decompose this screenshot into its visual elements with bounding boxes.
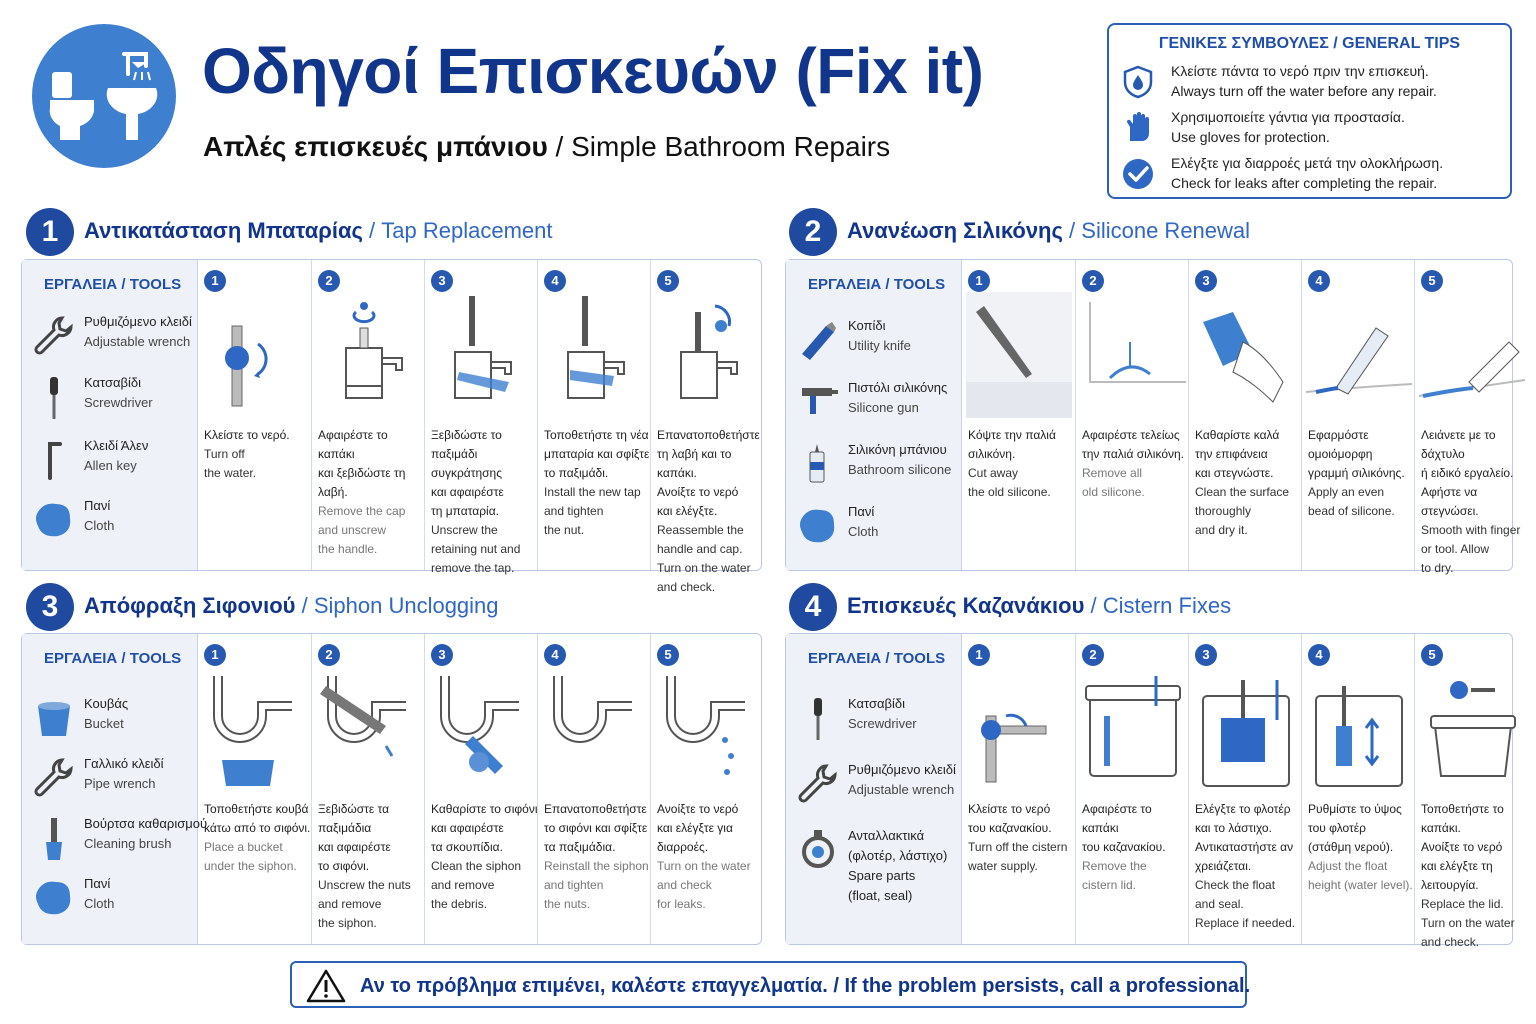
tool-item	[796, 694, 961, 746]
tip-text-gr: Κλείστε πάντα το νερό πριν την επισκευή.	[1171, 63, 1429, 79]
bucket-icon	[32, 696, 76, 740]
tool-name-gr: Κοπίδι	[848, 318, 886, 333]
tool-name-gr: Ρυθμιζόμενο κλειδί	[848, 762, 956, 777]
step-number: 5	[657, 270, 679, 292]
tools-title: ΕΡΓΑΛΕΙΑ / TOOLS	[808, 276, 946, 293]
silicone-gun-apply-illustration	[1306, 292, 1412, 418]
tip-text-en: Always turn off the water before any repair.	[1171, 83, 1437, 99]
step-card	[424, 260, 537, 575]
cloth-icon	[796, 504, 840, 548]
section-header	[26, 208, 766, 256]
knife-cutting-illustration	[966, 292, 1072, 418]
tool-item	[796, 760, 961, 812]
siphon-bucket-illustration	[202, 666, 308, 792]
siphon-leak-check-illustration	[655, 666, 761, 792]
section-title-en: Tap Replacement	[381, 218, 553, 243]
valve-illustration	[202, 292, 308, 418]
step-card	[537, 634, 650, 944]
step-card	[650, 634, 763, 944]
tools-title: ΕΡΓΑΛΕΙΑ / TOOLS	[808, 650, 946, 667]
step-text-en: Unscrew the retaining nut and remove the tap.	[431, 523, 521, 575]
tips-title: ΓΕΝΙΚΕΣ ΣΥΜΒΟΥΛΕΣ / GENERAL TIPS	[1158, 35, 1461, 52]
step-number: 3	[431, 644, 453, 666]
faucet-illustration	[655, 292, 761, 418]
step-card	[1414, 634, 1527, 949]
siphon-wrench-illustration	[316, 666, 422, 792]
step-card	[1188, 634, 1301, 944]
shield-drop-icon	[1121, 65, 1155, 99]
step-text-gr: Λειάνετε με το δάχτυλο ή ειδικό εργαλείο. Αφήστε να στεγνώσει.	[1421, 428, 1514, 518]
step-text-gr: Αφαιρέστε τελείως την παλιά σιλικόνη.	[1082, 428, 1185, 461]
step-text-gr: Ρυθμίστε το ύψος του φλοτέρ (στάθμη νερού).	[1308, 802, 1402, 854]
tool-item	[796, 824, 961, 904]
step-text-en: Clean the surface thoroughly and dry it.	[1195, 485, 1290, 537]
step-number: 1	[204, 270, 226, 292]
tools-title: ΕΡΓΑΛΕΙΑ / TOOLS	[44, 650, 182, 667]
section-title: Αντικατάσταση Μπαταρίας / Tap Replacement	[84, 218, 553, 243]
step-text-en: Adjust the float height (water level).	[1308, 859, 1413, 892]
subtitle-greek: Απλές επισκευές μπάνιου	[203, 131, 548, 162]
step-text-gr: Ξεβιδώστε τα παξιμάδια και αφαιρέστε το σιφόνι.	[318, 802, 391, 873]
subtitle-english: Simple Bathroom Repairs	[571, 131, 891, 162]
tool-item	[796, 502, 961, 554]
step-text-en: Reassemble the handle and cap. Turn on the water and check.	[657, 523, 751, 594]
tip-item	[1121, 155, 1506, 197]
step-text-gr: Ξεβιδώστε το παξιμάδι συγκράτησης και αφαιρέστε τη μπαταρία.	[431, 428, 504, 518]
tool-item	[32, 754, 197, 806]
section-number: 2	[789, 208, 837, 256]
step-text-en: Replace the lid. Turn on the water and check.	[1421, 897, 1515, 949]
silicone-removal-illustration	[1080, 292, 1186, 418]
tool-name-en: Cloth	[84, 518, 115, 533]
step-number: 2	[1082, 270, 1104, 292]
section-title-en: Cistern Fixes	[1102, 593, 1232, 618]
steps-row	[962, 634, 1515, 949]
general-tips-box	[1107, 23, 1512, 199]
step-text-en: Remove the cap and unscrew the handle.	[318, 504, 406, 556]
step-text-gr: Κόψτε την παλιά σιλικόνη.	[968, 428, 1056, 461]
tool-name-gr: Πιστόλι σιλικόνης	[848, 380, 948, 395]
tool-name-gr: Πανί	[84, 498, 111, 513]
step-number: 4	[1308, 644, 1330, 666]
faucet-illustration	[429, 292, 535, 418]
pipe-wrench-icon	[32, 756, 76, 800]
cloth-icon	[32, 876, 76, 920]
step-card	[962, 634, 1075, 944]
step-number: 3	[431, 270, 453, 292]
tool-item	[796, 440, 961, 492]
page-title: Οδηγοί Επισκευών (Fix it)	[202, 35, 984, 107]
step-number: 1	[968, 270, 990, 292]
tool-name-gr: Βούρτσα καθαρισμού	[84, 816, 208, 831]
step-card	[1075, 634, 1188, 944]
section-panel	[785, 259, 1521, 575]
step-number: 2	[318, 644, 340, 666]
footer-warning	[290, 961, 1251, 1008]
logo-icon	[32, 24, 176, 168]
tip-text-gr: Χρησιμοποιείτε γάντια για προστασία.	[1171, 109, 1405, 125]
section-panel	[785, 633, 1515, 949]
siphon-brush-illustration	[429, 666, 535, 792]
section-header	[789, 208, 1529, 256]
step-text-en: Install the new tap and tighten the nut.	[544, 485, 641, 537]
tool-name-en: Bucket	[84, 716, 124, 731]
allen-key-icon	[32, 438, 76, 482]
step-number: 5	[1421, 644, 1443, 666]
check-circle-icon	[1121, 157, 1155, 191]
tool-name-gr: Κατσαβίδι	[84, 375, 142, 390]
step-text-en: Smooth with finger or tool. Allow to dry.	[1421, 523, 1521, 575]
section-title: Ανανέωση Σιλικόνης / Silicone Renewal	[847, 218, 1251, 243]
step-card	[962, 260, 1075, 570]
tool-name-gr: Κατσαβίδι	[848, 696, 906, 711]
tool-name-en: Adjustable wrench	[848, 782, 955, 797]
tools-column	[22, 260, 198, 570]
step-card	[650, 260, 763, 594]
step-text-en: Place a bucket under the siphon.	[204, 840, 297, 873]
section-number: 3	[26, 583, 74, 631]
tool-name-en: Cleaning brush	[84, 836, 172, 851]
step-number: 5	[657, 644, 679, 666]
step-text-gr: Κλείστε το νερό.	[204, 428, 290, 442]
tools-column	[786, 634, 962, 944]
section-title-en: Silicone Renewal	[1081, 218, 1251, 243]
step-text-en: Turn on the water and check for leaks.	[657, 859, 751, 911]
step-number: 2	[1082, 644, 1104, 666]
wrench-icon	[32, 314, 76, 358]
step-number: 1	[204, 644, 226, 666]
tool-item	[796, 378, 961, 430]
step-text-en: Cut away the old silicone.	[968, 466, 1051, 499]
step-card	[1188, 260, 1301, 570]
tool-item	[32, 874, 197, 926]
step-number: 4	[544, 644, 566, 666]
section-number: 1	[26, 208, 74, 256]
step-card	[311, 260, 424, 570]
step-card	[1414, 260, 1527, 575]
cistern-lid-illustration	[1080, 666, 1186, 792]
step-card	[198, 260, 311, 570]
tool-item	[32, 436, 197, 488]
step-text-gr: Τοποθετήστε κουβά κάτω από το σιφόνι.	[204, 802, 311, 835]
section-title-en: Siphon Unclogging	[313, 593, 499, 618]
tool-name-gr: Σιλικόνη μπάνιου	[848, 442, 947, 457]
cistern-adjust-illustration	[1306, 666, 1412, 792]
step-text-gr: Κλείστε το νερό του καζανακίου.	[968, 802, 1052, 835]
tool-name-en: Screwdriver	[848, 716, 917, 731]
step-number: 4	[1308, 270, 1330, 292]
footer-text: Αν το πρόβλημα επιμένει, καλέστε επαγγελματία. / If the problem persists, call a professional.	[360, 975, 1251, 997]
step-text-en: Check the float and seal. Replace if needed.	[1195, 878, 1296, 930]
silicone-tube-icon	[796, 442, 840, 486]
step-text-gr: Αφαιρέστε το καπάκι του καζανακίου.	[1082, 802, 1166, 854]
steps-row	[962, 260, 1521, 575]
step-text-gr: Εφαρμόστε ομοιόμορφη γραμμή σιλικόνης.	[1308, 428, 1405, 480]
tool-name-gr: Γαλλικό κλειδί	[84, 756, 164, 771]
subtitle-separator: /	[547, 131, 572, 162]
step-card	[1301, 260, 1414, 570]
step-text-gr: Καθαρίστε καλά την επιφάνεια και στεγνώστε.	[1195, 428, 1280, 480]
tool-item	[32, 312, 197, 364]
step-text-en: Reinstall the siphon and tighten the nuts.	[544, 859, 649, 911]
step-text-gr: Επανατοποθετήστε το σιφόνι και σφίξτε τα παξιμάδια.	[544, 802, 648, 854]
section-panel	[21, 259, 762, 594]
siphon-reinstall-illustration	[542, 666, 648, 792]
cistern-float-illustration	[1193, 666, 1299, 792]
faucet-illustration	[542, 292, 648, 418]
tip-item	[1121, 63, 1506, 105]
spare-parts-icon	[796, 826, 840, 874]
tool-name-gr: Πανί	[84, 876, 111, 891]
section-title-gr: Επισκευές Καζανάκιου	[847, 593, 1085, 618]
tool-item	[32, 373, 197, 425]
cloth-icon	[32, 498, 76, 542]
step-number: 3	[1195, 270, 1217, 292]
tool-name-gr: Ανταλλακτικά (φλοτέρ, λάστιχο)	[848, 828, 948, 863]
tip-text-gr: Ελέγξτε για διαρροές μετά την ολοκλήρωση.	[1171, 155, 1444, 171]
step-text-en: Turn off the water.	[204, 447, 257, 480]
tip-text-en: Check for leaks after completing the repair.	[1171, 175, 1438, 191]
tool-name-en: Cloth	[84, 896, 115, 911]
tool-name-gr: Κουβάς	[84, 696, 129, 711]
step-text-gr: Τοποθετήστε τη νέα μπαταρία και σφίξτε το παξιμάδι.	[544, 428, 650, 480]
steps-row	[198, 260, 761, 594]
faucet-illustration	[316, 292, 422, 418]
screwdriver-icon	[32, 375, 76, 423]
step-text-en: Remove the cistern lid.	[1082, 859, 1147, 892]
section-title-gr: Ανανέωση Σιλικόνης	[847, 218, 1063, 243]
utility-knife-icon	[796, 318, 840, 362]
step-text-en: Clean the siphon and remove the debris.	[431, 859, 522, 911]
section-header	[789, 583, 1529, 631]
tip-text-en: Use gloves for protection.	[1171, 129, 1330, 145]
screwdriver-icon	[796, 696, 840, 744]
steps-row	[198, 634, 761, 944]
step-card	[1075, 260, 1188, 570]
wrench-icon	[796, 762, 840, 806]
tip-item	[1121, 109, 1506, 151]
tool-name-gr: Πανί	[848, 504, 875, 519]
warning-icon	[306, 969, 346, 1003]
tool-name-en: Spare parts (float, seal)	[848, 868, 916, 903]
step-text-gr: Αφαιρέστε το καπάκι και ξεβιδώστε τη λαβή.	[318, 428, 406, 499]
step-text-en: Unscrew the nuts and remove the siphon.	[318, 878, 411, 930]
step-text-gr: Ελέγξτε το φλοτέρ και το λάστιχο. Αντικαταστήστε αν χρειάζεται.	[1195, 802, 1294, 873]
step-text-gr: Ανοίξτε το νερό και ελέγξτε για διαρροές.	[657, 802, 739, 854]
section-title: Απόφραξη Σιφονιού / Siphon Unclogging	[84, 593, 499, 618]
cleaning-brush-icon	[32, 816, 76, 864]
tool-item	[32, 496, 197, 548]
tool-name-en: Allen key	[84, 458, 137, 473]
step-number: 3	[1195, 644, 1217, 666]
tool-name-en: Adjustable wrench	[84, 334, 191, 349]
tool-name-en: Bathroom silicone	[848, 462, 952, 477]
cleaning-hand-illustration	[1193, 292, 1299, 418]
step-card	[198, 634, 311, 944]
step-text-gr: Επανατοποθετήστε τη λαβή και το καπάκι. Ανοίξτε το νερό και ελέγξτε.	[657, 428, 760, 518]
tool-name-en: Cloth	[848, 524, 879, 539]
step-number: 1	[968, 644, 990, 666]
step-card	[1301, 634, 1414, 944]
step-number: 2	[318, 270, 340, 292]
silicone-gun-icon	[796, 380, 840, 424]
glove-icon	[1121, 111, 1155, 145]
step-number: 5	[1421, 270, 1443, 292]
tool-item	[32, 694, 197, 746]
section-title: Επισκευές Καζανάκιου / Cistern Fixes	[847, 593, 1232, 618]
step-text-en: Remove all old silicone.	[1082, 466, 1145, 499]
tool-name-gr: Ρυθμιζόμενο κλειδί	[84, 314, 192, 329]
section-header	[26, 583, 766, 631]
step-card	[537, 260, 650, 570]
tool-item	[796, 316, 961, 368]
tools-title: ΕΡΓΑΛΕΙΑ / TOOLS	[44, 276, 182, 293]
step-text-gr: Καθαρίστε το σιφόνι και αφαιρέστε τα σκουπίδια.	[431, 802, 538, 854]
valve-illustration	[966, 666, 1072, 792]
section-title-gr: Αντικατάσταση Μπαταρίας	[84, 218, 363, 243]
tool-name-en: Silicone gun	[848, 400, 919, 415]
section-panel	[21, 633, 762, 945]
step-text-en: Apply an even bead of silicone.	[1308, 485, 1395, 518]
tool-name-en: Screwdriver	[84, 395, 153, 410]
page-subtitle	[203, 131, 890, 163]
section-number: 4	[789, 583, 837, 631]
tool-name-en: Utility knife	[848, 338, 911, 353]
step-number: 4	[544, 270, 566, 292]
tools-column	[786, 260, 962, 570]
section-title-gr: Απόφραξη Σιφονιού	[84, 593, 296, 618]
cistern-close-illustration	[1419, 666, 1525, 792]
step-card	[424, 634, 537, 944]
step-text-en: Turn off the cistern water supply.	[968, 840, 1068, 873]
step-card	[311, 634, 424, 944]
tool-name-gr: Κλειδί Άλεν	[84, 438, 149, 453]
tools-column	[22, 634, 208, 944]
step-text-gr: Τοποθετήστε το καπάκι. Ανοίξτε το νερό και ελέγξτε τη λειτουργία.	[1421, 802, 1504, 892]
smoothing-finger-illustration	[1419, 292, 1525, 418]
tool-name-en: Pipe wrench	[84, 776, 156, 791]
tool-item	[32, 814, 208, 866]
